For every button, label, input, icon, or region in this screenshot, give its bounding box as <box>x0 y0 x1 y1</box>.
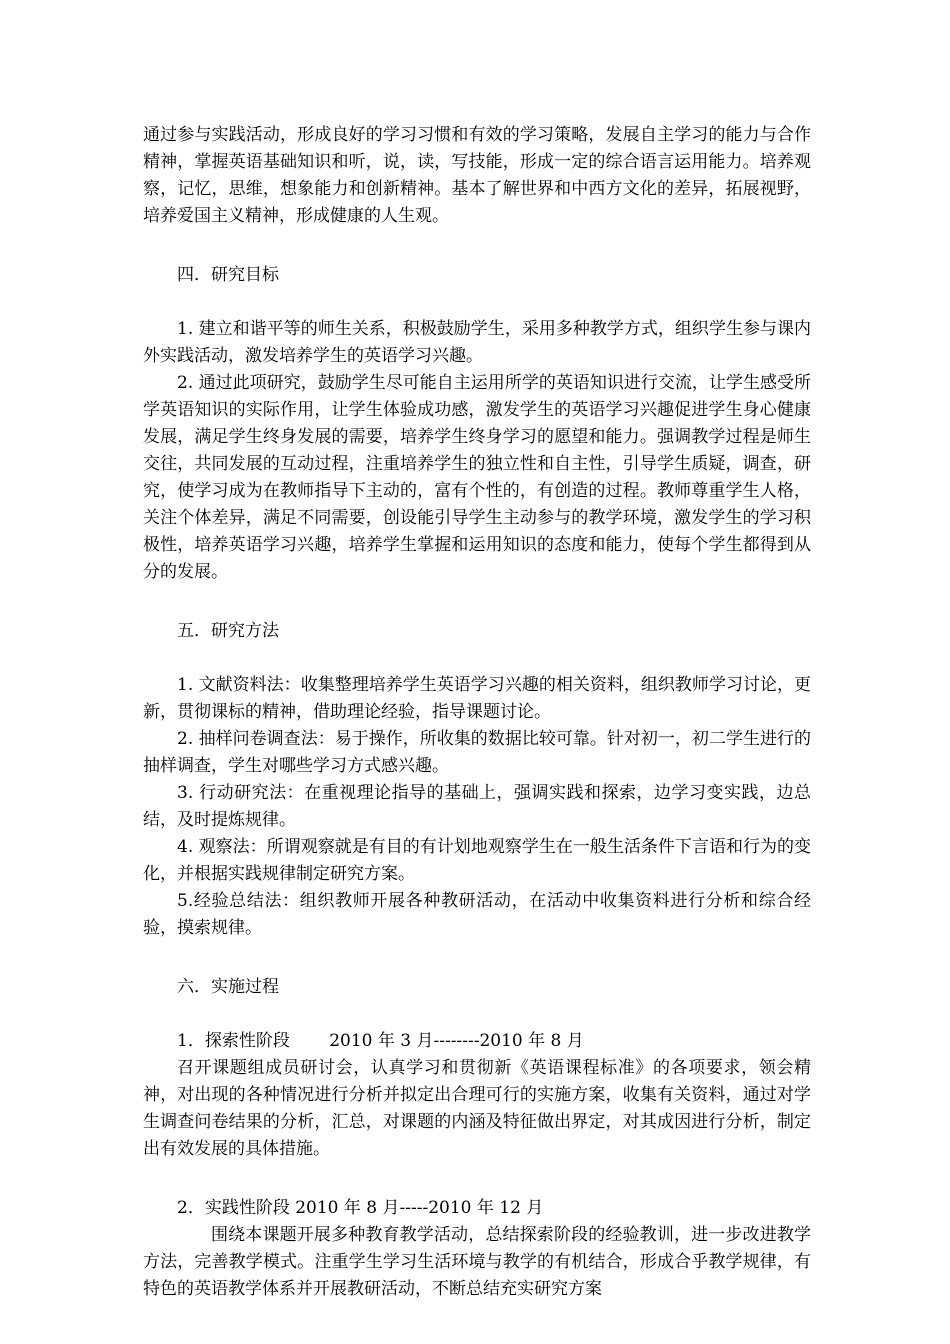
stage-2-text: 围绕本课题开展多种教育教学活动，总结探索阶段的经验教训，进一步改进教学方法，完善教学模式。注重学生学习生活环境与教学的有机结合，形成合乎教学规律，有特色的英语教学体系并开展教研活动，不断总结充实研究方案 <box>143 1225 811 1299</box>
section-5-item-5: 5.经验总结法：组织教师开展各种教研活动，在活动中收集资料进行分析和综合经验，摸索规律。 <box>143 891 811 938</box>
section-6-heading: 六．实施过程 <box>177 977 279 997</box>
stage-2-title: 2．实践性阶段 2010 年 8 月-----2010 年 12 月 <box>177 1198 544 1218</box>
section-4-item-1: 1. 建立和谐平等的师生关系，积极鼓励学生，采用多种教学方式，组织学生参与课内外实践活动，激发培养学生的英语学习兴趣。 <box>143 319 811 366</box>
stage-1-text: 召开课题组成员研讨会，认真学习和贯彻新《英语课程标准》的各项要求，领会精神，对出现的各种情况进行分析并拟定出合理可行的实施方案，收集有关资料，通过对学生调查问卷结果的分析，汇总，对课题的内涵及特征做出界定，对其成因进行分析，制定出有效发展的具体措施。 <box>143 1058 811 1159</box>
stage-1-title: 1．探索性阶段 2010 年 3 月--------2010 年 8 月 <box>177 1031 584 1051</box>
section-4-heading: 四．研究目标 <box>177 265 279 285</box>
section-5-item-4: 4. 观察法：所谓观察就是有目的有计划地观察学生在一般生活条件下言语和行为的变化，并根据实践规律制定研究方案。 <box>143 837 811 884</box>
intro-paragraph: 通过参与实践活动，形成良好的学习习惯和有效的学习策略，发展自主学习的能力与合作精神，掌握英语基础知识和听，说，读，写技能，形成一定的综合语言运用能力。培养观察，记忆，思维，想象能力和创新精神。基本了解世界和中西方文化的差异，拓展视野，培养爱国主义精神，形成健康的人生观。 <box>143 125 811 226</box>
document-page <box>143 122 811 1303</box>
section-5-item-1: 1. 文献资料法：收集整理培养学生英语学习兴趣的相关资料，组织教师学习讨论，更新，贯彻课标的精神，借助理论经验，指导课题讨论。 <box>143 675 811 722</box>
section-4-item-2: 2. 通过此项研究，鼓励学生尽可能自主运用所学的英语知识进行交流，让学生感受所学英语知识的实际作用，让学生体验成功感，激发学生的英语学习兴趣促进学生身心健康发展，满足学生终身发展的需要，培养学生终身学习的愿望和能力。强调教学过程是师生交往，共同发展的互动过程，注重培养学生的独立性和自主性，引导学生质疑，调查，研究，使学习成为在教师指导下主动的，富有个性的，有创造的过程。教师尊重学生人格，关注个体差异，满足不同需要，创设能引导学生主动参与的教学环境，激发学生的学习积极性，培养英语学习兴趣，培养学生掌握和运用知识的态度和能力，使每个学生都得到从分的发展。 <box>143 373 811 582</box>
section-5-item-3: 3. 行动研究法：在重视理论指导的基础上，强调实践和探索，边学习变实践，边总结，及时提炼规律。 <box>143 783 811 830</box>
section-5-item-2: 2. 抽样问卷调查法：易于操作，所收集的数据比较可靠。针对初一，初二学生进行的抽样调查，学生对哪些学习方式感兴趣。 <box>143 729 811 776</box>
section-5-heading: 五．研究方法 <box>177 621 279 641</box>
